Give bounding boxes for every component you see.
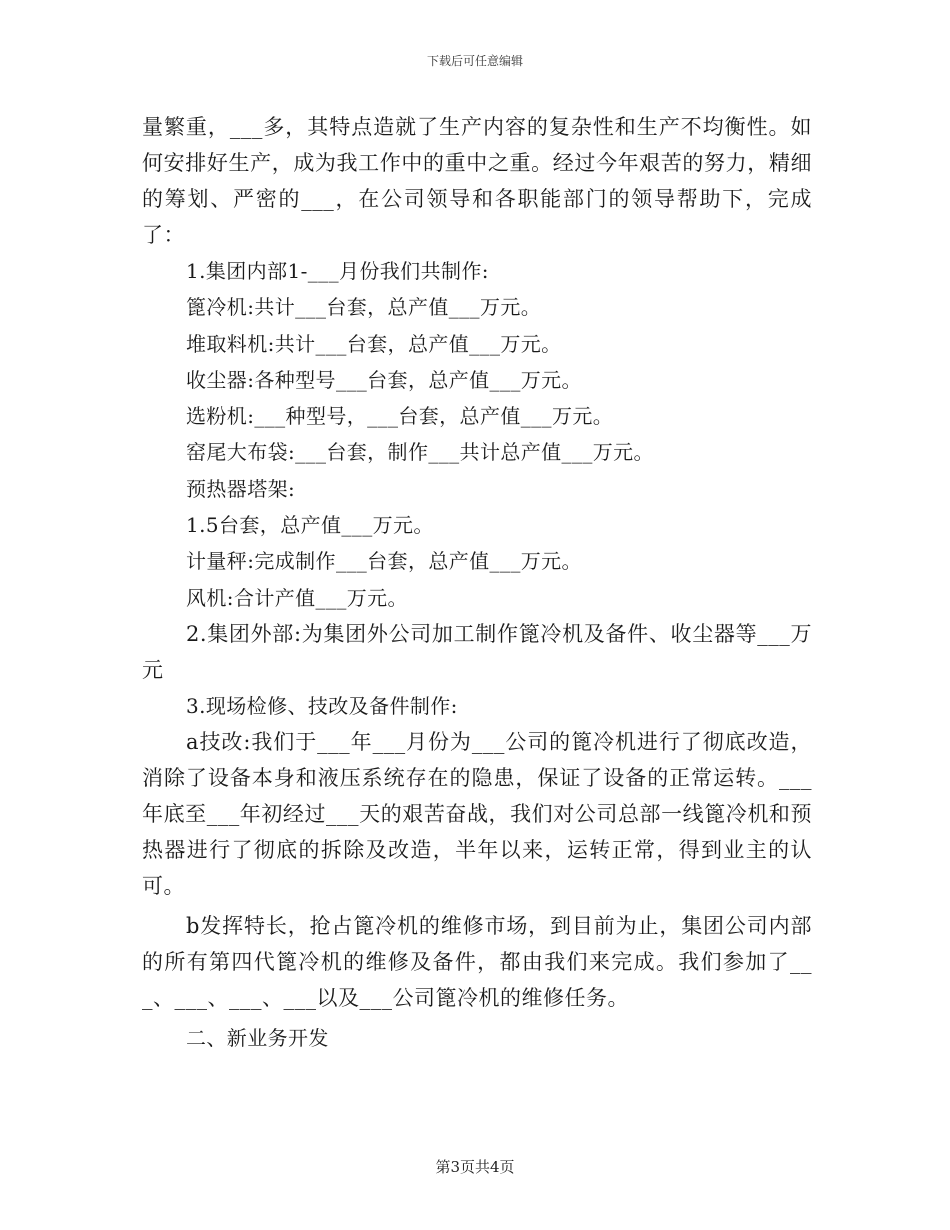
list-line: 1.集团内部1-___月份我们共制作: [186,259,489,283]
intro-paragraph: 量繁重，___多，其特点造就了生产内容的复杂性和生产不均衡性。如何安排好生产，成为我工作中的重中之重。经过今年艰苦的努力，精细的筹划、严密的___，在公司领导和各职能部门的领导帮助下，完成了： [142,115,812,247]
list-line: 1.5台套，总产值___万元。 [186,513,434,538]
list-line: 篦冷机:共计___台套，总产值___万元。 [186,295,542,320]
section-heading: 二、新业务开发 [186,1026,329,1051]
external-paragraph: 2.集团外部:为集团外公司加工制作篦冷机及备件、收尘器等___万元 [142,621,812,682]
production-list [142,253,812,616]
list-line: 收尘器:各种型号___台套，总产值___万元。 [186,367,582,392]
list-line: 计量秤:完成制作___台套，总产值___万元。 [186,549,582,574]
list-line: 风机:合计产值___万元。 [186,585,408,610]
list-line: 堆取料机:共计___台套，总产值___万元。 [186,331,562,356]
list-line: 预热器塔架: [186,476,296,501]
paragraph-a: a技改:我们于___年___月份为___公司的篦冷机进行了彻底改造，消除了设备本身和液压系统存在的隐患，保证了设备的正常运转。___年底至___年初经过___天的艰苦奋战，我们对公司总部一线篦冷机和预热器进行了彻底的拆除及改造，半年以来，运转正常，得到业主的认可。 [142,730,812,899]
list-line: 选粉机:___种型号，___台套，总产值___万元。 [186,404,614,429]
document-body [142,109,812,1057]
page-footer: 第3页共4页 [435,1158,515,1176]
onsite-heading: 3.现场检修、技改及备件制作: [186,693,458,718]
page-header: 下载后可任意编辑 [426,54,523,68]
list-line: 窑尾大布袋:___台套，制作___共计总产值___万元。 [186,440,654,465]
paragraph-b: b发挥特长，抢占篦冷机的维修市场，到目前为止，集团公司内部的所有第四代篦冷机的维修及备件，都由我们来完成。我们参加了___、___、___、___以及___公司篦冷机的维修任务。 [142,914,812,1011]
